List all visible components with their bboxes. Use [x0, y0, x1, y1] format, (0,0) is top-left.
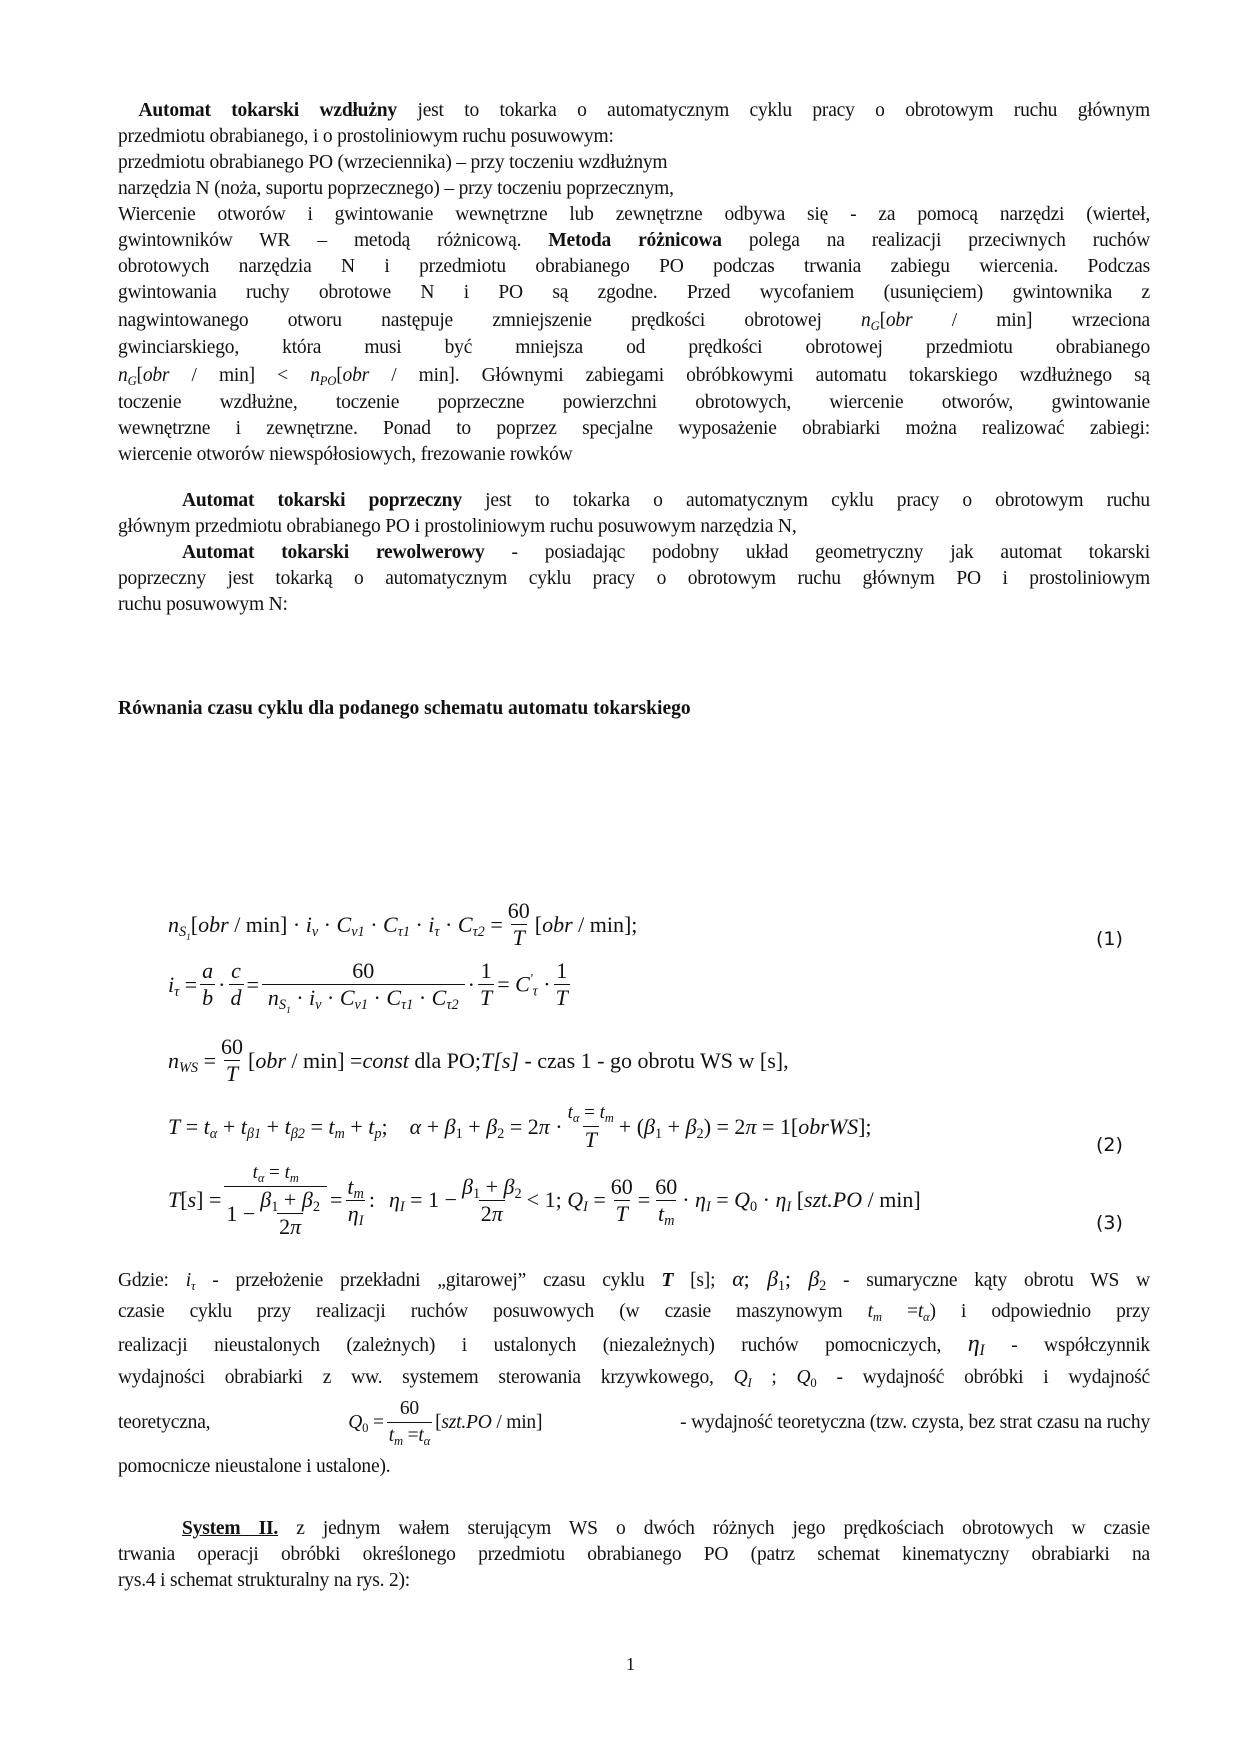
denominator: T: [479, 985, 493, 1010]
ctau-prime: = $C'_\tau$ ·: [497, 971, 551, 1000]
denominator: 2π: [480, 1200, 503, 1226]
text: - sumaryczne kąty obrotu WS w: [842, 1270, 1150, 1291]
denominator: [224, 1186, 327, 1240]
system-ii-title: System II.: [182, 1518, 279, 1539]
itau-lhs: $i_\tau$ =: [168, 971, 198, 1000]
text: T[s]: [481, 1047, 519, 1073]
denominator: b: [202, 985, 214, 1010]
eq1-rhs: [obr / min];: [534, 911, 638, 937]
equation-3: [168, 1160, 921, 1240]
text: wydajności obrabiarki z ww. systemem sterowania krzywkowego,: [118, 1367, 714, 1388]
text-line: głównym przedmiotu obrabianego PO i prostoliniowym ruchu posuwowym narzędzia N,: [118, 516, 797, 537]
text-line: gwintowania ruchy obrotowe N i PO są zgodne. Przed wycofaniem (usunięciem) gwintownika z: [118, 282, 1150, 303]
numerator: 60: [220, 1034, 243, 1059]
text-line: wewnętrzne i zewnętrzne. Ponad to poprzez specjalne wyposażenie obrabiarki można realizować zabiegi:: [118, 418, 1150, 439]
text-line: ruchu posuwowym N:: [118, 594, 288, 615]
frac-60-over-product: [262, 958, 465, 1016]
text: - wydajność obróbki i wydajność: [836, 1367, 1150, 1388]
text: - wydajność teoretyczna (tzw. czysta, bez strat czasu na ruchy: [680, 1411, 1150, 1433]
frac-1-T: [478, 958, 494, 1011]
eq3-lhs: T[s] =: [168, 1187, 222, 1212]
q0-unit: [szt.PO / min]: [435, 1411, 543, 1433]
term-automat-rewolwerowy: Automat tokarski rewolwerowy: [182, 542, 485, 563]
numerator: 60: [352, 958, 375, 983]
text-line: toczenie wzdłużne, toczenie poprzeczne powierzchni obrotowych, wiercenie otworów, gwintowanie: [118, 392, 1150, 413]
equation-2: [168, 1100, 872, 1153]
eq1-lhs: $n_{S_1}[obr / \min] \cdot i_v \cdot C_{v1} \cdot C_{\tau 1} \cdot i_\tau \cdot C_{\tau 2}$ =: [168, 911, 503, 943]
term-automat-poprzeczny: Automat tokarski poprzeczny: [182, 490, 462, 511]
numerator: $t_\alpha = t_m$: [252, 1162, 299, 1185]
numerator: a: [202, 958, 214, 983]
paragraph-automat-wzdluzny: [118, 98, 1150, 202]
text: jest to tokarka o automatycznym cyklu pracy o obrotowym ruchu: [485, 490, 1150, 511]
nws-unit: [obr / min] =: [247, 1047, 363, 1073]
denominator: T: [512, 925, 525, 950]
math-angles: α; $\beta_1$; $\beta_2$: [732, 1266, 827, 1294]
numerator: 60: [655, 1173, 678, 1199]
text: dla PO;: [414, 1047, 482, 1073]
paragraph-automat-poprzeczny: [118, 488, 1150, 540]
text: [s];: [690, 1270, 716, 1291]
frac-c-d: [229, 958, 244, 1011]
text-line: przedmiotu obrabianego, i o prostoliniowym ruchu posuwowym:: [118, 126, 614, 147]
paragraph-automat-rewolwerowy: [118, 540, 1150, 618]
eq2-part2: $\alpha + \beta_1 + \beta_2 = 2\pi$ ·: [409, 1113, 563, 1142]
denominator: T: [584, 1127, 597, 1152]
equation-nws: [168, 1034, 789, 1087]
frac-1-T-2: [554, 958, 570, 1011]
denominator: $n_{S_1} \cdot i_v \cdot C_{v1} \cdot C_{\tau 1} \cdot C_{\tau 2}$: [262, 984, 465, 1011]
term-metoda-roznicowa: Metoda różnicowa: [548, 230, 722, 251]
eq2-part1: $T = t_\alpha + t_{\beta 1} + t_{\beta 2} = t_m + t_p$;: [168, 1113, 388, 1142]
text-line: przedmiotu obrabianego PO (wrzeciennika) – przy toczeniu wzdłużnym: [118, 152, 668, 173]
const-text: const: [362, 1047, 409, 1073]
text: jest to tokarka o automatycznym cyklu pracy o obrotowym ruchu głównym: [417, 100, 1150, 121]
text: - współczynnik: [1011, 1335, 1150, 1356]
math-nG: $n_G[obr / \min]$: [861, 310, 1033, 333]
eq1-fraction: [506, 898, 532, 951]
text: Głównymi zabiegami obróbkowymi automatu tokarskiego wzdłużnego są: [481, 365, 1150, 386]
text-line: pomocnicze nieustalone i ustalone).: [118, 1456, 391, 1477]
text-line: wiercenie otworów niewspółosiowych, frezowanie rowków: [118, 444, 573, 465]
denominator: T: [225, 1061, 239, 1086]
text-line: poprzeczny jest tokarką o automatycznym cyklu pracy o obrotowym ruchu głównym PO i prostoliniowym: [118, 568, 1150, 589]
numerator: $\beta_1 + \beta_2$: [260, 1187, 320, 1215]
numerator: $t_\alpha = t_m$: [567, 1102, 614, 1125]
nws-fraction: [219, 1034, 245, 1087]
q0-fraction: [387, 1396, 432, 1449]
math-q: $Q_I$ ; $Q_0$: [733, 1367, 817, 1390]
equation-itau: [168, 958, 573, 1016]
math-nG-lt-nPO: $n_G[obr / \min] < n_{PO}[obr / \min]$.: [118, 365, 460, 388]
equals: =: [246, 971, 259, 997]
text-line: gwinciarskiego, która musi być mniejsza od prędkości obrotowej przedmiotu obrabianego: [118, 337, 1150, 358]
equation-number-1: (1): [1096, 928, 1123, 950]
numerator: 1: [480, 958, 492, 983]
dot: ·: [218, 971, 226, 997]
eta-lhs: $\eta_I = 1$ −: [388, 1187, 457, 1215]
text: T: [661, 1270, 674, 1291]
denominator: 2π: [279, 1214, 302, 1239]
text-line: rys.4 i schemat strukturalny na rys. 2):: [118, 1570, 411, 1591]
text-line: narzędzia N (noża, suportu poprzecznego) – przy toczeniu poprzecznym,: [118, 178, 674, 199]
text: ) i odpowiednio przy: [929, 1301, 1150, 1322]
q-tail: · $\eta_I = Q_0 \cdot \eta_I$ [szt.PO / min]: [682, 1187, 921, 1215]
text: czasie cyklu przy realizacji ruchów posuwowych (w czasie maszynowym: [118, 1301, 843, 1322]
numerator: 60: [610, 1173, 633, 1199]
equals: =: [329, 1187, 343, 1212]
frac-a-b: [200, 958, 215, 1011]
frac-tm-eta: [345, 1174, 365, 1227]
paragraph-wiercenie: [118, 202, 1150, 468]
text: 1 −: [226, 1200, 256, 1226]
text: - przełożenie przekładni „gitarowej” czasu cyklu: [212, 1270, 645, 1291]
equals: =: [637, 1187, 651, 1212]
paragraph-explanation: [118, 1262, 1150, 1483]
denominator: T: [555, 985, 568, 1010]
numerator: $\beta_1 + \beta_2$: [461, 1173, 522, 1202]
eq3-main-fraction: [224, 1160, 327, 1240]
denominator: $t_m$: [657, 1200, 675, 1229]
paragraph-system-ii: [118, 1516, 1150, 1594]
text-line: trwania operacji obróbki określonego przedmiotu obrabianego PO (patrz schemat kinematyczny obrabiarki na: [118, 1544, 1150, 1565]
numerator: 60: [507, 898, 530, 923]
colon: :: [368, 1187, 375, 1212]
math-eta: $\eta_I$: [967, 1331, 985, 1359]
numerator: 1: [556, 958, 568, 983]
text: < 1;: [526, 1187, 562, 1212]
q0-formula: [348, 1396, 542, 1449]
text-line: obrotowych narzędzia N i przedmiotu obrabianego PO podczas trwania zabiegu wiercenia. Podczas: [118, 256, 1150, 277]
q-lhs: $Q_I$ =: [567, 1187, 606, 1215]
text: z jednym wałem sterującym WS o dwóch różnych jego prędkościach obrotowych w czasie: [296, 1518, 1150, 1539]
denominator: d: [230, 985, 242, 1010]
term-automat-wzdluzny: Automat tokarski wzdłużny: [138, 100, 397, 121]
eq2-part3: + $(\beta_1 + \beta_2) = 2\pi$ = 1[obrWS];: [618, 1113, 872, 1142]
dot: ·: [467, 971, 475, 997]
text: wrzeciona: [1071, 310, 1150, 331]
denominator: $\eta_I$: [347, 1200, 364, 1229]
nested-fraction: [258, 1187, 322, 1240]
text-line: Wiercenie otworów i gwintowanie wewnętrzne lub zewnętrzne odbywa się - za pomocą narzędzi (wierteł,: [118, 204, 1150, 225]
text: realizacji nieustalonych (zależnych) i ustalonych (niezależnych) ruchów pomocniczych,: [118, 1335, 942, 1356]
math-itau: $i_\tau$: [185, 1270, 196, 1293]
text: - posiadając podobny układ geometryczny jak automat tokarski: [511, 542, 1150, 563]
denominator: T: [615, 1200, 628, 1226]
equation-number-3: (3): [1096, 1212, 1123, 1234]
equation-1: [168, 898, 637, 951]
section-heading: Równania czasu cyklu dla podanego schematu automatu tokarskiego: [118, 698, 691, 719]
denominator: $t_m =t_\alpha$: [387, 1422, 432, 1449]
q0-lhs: $Q_0$ =: [348, 1411, 384, 1435]
q-frac-60-tm: [653, 1174, 679, 1227]
eta-fraction: [460, 1174, 524, 1227]
eq2-fraction: [566, 1100, 616, 1153]
text: teoretyczna,: [118, 1411, 211, 1433]
page-number: 1: [626, 1654, 635, 1674]
equation-number-2: (2): [1096, 1134, 1123, 1156]
text: Gdzie:: [118, 1270, 169, 1291]
text: - czas 1 - go obrotu WS w [s],: [524, 1047, 789, 1073]
numerator: c: [231, 958, 241, 983]
numerator: 60: [399, 1397, 419, 1419]
text: polega na realizacji przeciwnych ruchów: [748, 230, 1150, 251]
nws-lhs: $n_{WS}$ =: [168, 1047, 216, 1076]
text: nagwintowanego otworu następuje zmniejszenie prędkości obrotowej: [118, 310, 822, 331]
numerator: $t_m$: [347, 1173, 364, 1202]
math-tm-ta: $t_m =t_\alpha$: [867, 1301, 930, 1324]
q-frac-60-T: [609, 1174, 635, 1227]
text: gwintowników WR – metodą różnicową.: [118, 230, 522, 251]
